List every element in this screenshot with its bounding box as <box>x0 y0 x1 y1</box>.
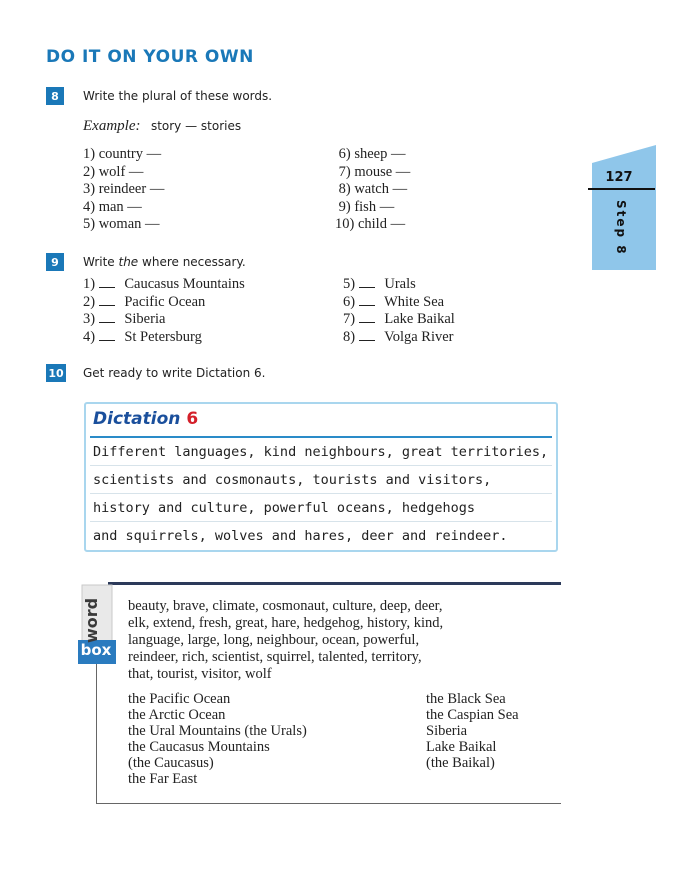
list-item: 7) mouse — <box>335 163 411 180</box>
answer-blank[interactable] <box>359 294 375 306</box>
word-line: that, tourist, visitor, wolf <box>128 666 272 682</box>
exercise-9-number: 9 <box>46 253 64 271</box>
place-item: the Ural Mountains (the Urals) <box>128 723 307 739</box>
item-number: 3) <box>83 311 96 327</box>
exercise-9-instruction <box>83 255 246 269</box>
list-item: 6) sheep — <box>335 146 406 162</box>
item-number: 5) <box>343 276 356 292</box>
dictation-line: scientists and cosmonauts, tourists and visitors, <box>93 472 492 488</box>
page-number: 127 <box>605 170 633 185</box>
dictation-title <box>93 409 198 429</box>
word-box-places-left <box>128 691 307 787</box>
item-text: White Sea <box>384 293 445 310</box>
list-item <box>343 329 455 347</box>
list-item <box>83 294 245 312</box>
word-box-words <box>128 598 550 683</box>
exercise-9-right-list <box>343 276 455 346</box>
answer-blank[interactable] <box>99 311 115 323</box>
list-item: 9) fish — <box>335 198 395 215</box>
instruction-part: Write <box>83 255 119 269</box>
dictation-title-text: Dictation <box>93 409 181 429</box>
answer-blank[interactable] <box>359 311 375 323</box>
place-item: Lake Baikal <box>426 739 497 755</box>
exercise-8-instruction: Write the plural of these words. <box>83 89 273 103</box>
list-item: 10) child — <box>335 216 406 232</box>
place-item: (the Caucasus) <box>128 755 214 771</box>
word-line: elk, extend, fresh, great, hare, hedgehog, history, kind, <box>128 615 444 631</box>
list-item <box>343 276 455 294</box>
item-number: 1) <box>83 276 96 292</box>
answer-blank[interactable] <box>99 329 115 341</box>
item-number: 4) <box>83 328 96 345</box>
example-text: story — stories <box>150 119 242 133</box>
place-item: the Caspian Sea <box>426 707 519 723</box>
item-text: Pacific Ocean <box>124 293 206 310</box>
instruction-the: the <box>118 255 139 269</box>
exercise-9-left-list <box>83 276 245 346</box>
list-item: 3) reindeer — <box>83 181 165 197</box>
dictation-number: 6 <box>186 409 199 429</box>
word-box-bottom-border <box>96 803 561 804</box>
place-item: Siberia <box>426 723 468 739</box>
dictation-line: Different languages, kind neighbours, great territories, <box>93 444 549 460</box>
item-number: 2) <box>83 293 96 310</box>
item-text: St Petersburg <box>124 328 202 345</box>
list-item <box>83 276 245 294</box>
list-item <box>83 311 245 329</box>
item-text: Urals <box>384 276 416 292</box>
place-item: the Far East <box>128 771 198 787</box>
place-item: the Pacific Ocean <box>128 691 231 707</box>
example-label: Example: <box>83 118 141 134</box>
list-item: 5) woman — <box>83 216 160 232</box>
word-box-label-box: box <box>80 641 112 659</box>
answer-blank[interactable] <box>359 276 375 288</box>
exercise-8-right-list <box>335 146 410 234</box>
item-number: 8) <box>343 328 356 345</box>
page-number-rule <box>588 188 655 190</box>
exercise-8-example <box>83 117 241 135</box>
exercise-10-number: 10 <box>46 364 66 382</box>
item-text: Siberia <box>124 311 166 327</box>
word-line: language, large, long, neighbour, ocean, powerful, <box>128 632 420 648</box>
instruction-part: where necessary. <box>138 255 246 269</box>
list-item: 4) man — <box>83 198 142 215</box>
exercise-8-left-list <box>83 146 164 234</box>
item-text: Volga River <box>384 328 454 345</box>
place-item: (the Baikal) <box>426 755 495 771</box>
item-number: 6) <box>343 293 356 310</box>
list-item <box>83 329 245 347</box>
word-box-top-rule <box>108 582 561 585</box>
list-item: 1) country — <box>83 146 162 162</box>
word-line: beauty, brave, climate, cosmonaut, culture, deep, deer, <box>128 598 443 614</box>
exercise-8-number: 8 <box>46 87 64 105</box>
word-box-places-right <box>426 691 519 771</box>
place-item: the Arctic Ocean <box>128 707 226 723</box>
list-item <box>343 294 455 312</box>
answer-blank[interactable] <box>99 294 115 306</box>
dictation-line: and squirrels, wolves and hares, deer and reindeer. <box>93 528 508 544</box>
answer-blank[interactable] <box>99 276 115 288</box>
dictation-line: history and culture, powerful oceans, hedgehogs <box>93 500 476 516</box>
item-number: 7) <box>343 311 356 327</box>
word-line: reindeer, rich, scientist, squirrel, talented, territory, <box>128 649 422 665</box>
page-heading: DO IT ON YOUR OWN <box>46 47 254 67</box>
item-text: Caucasus Mountains <box>124 276 245 292</box>
word-box-label-word: word <box>82 597 101 643</box>
place-item: the Caucasus Mountains <box>128 739 270 755</box>
answer-blank[interactable] <box>359 329 375 341</box>
list-item: 8) watch — <box>335 181 408 197</box>
list-item <box>343 311 455 329</box>
list-item: 2) wolf — <box>83 163 144 180</box>
exercise-10-instruction: Get ready to write Dictation 6. <box>83 366 266 380</box>
place-item: the Black Sea <box>426 691 506 707</box>
item-text: Lake Baikal <box>384 311 455 327</box>
step-label: Step 8 <box>614 200 628 256</box>
